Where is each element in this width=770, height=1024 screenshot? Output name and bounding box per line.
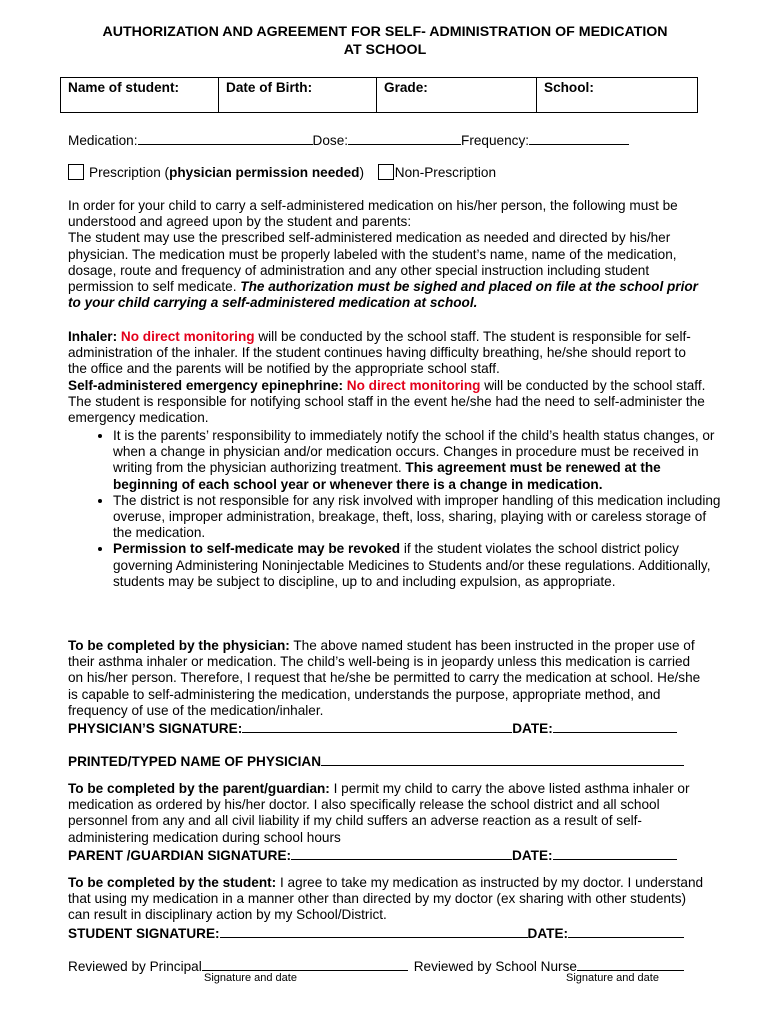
parent-section-label: To be completed by the parent/guardian: <box>68 781 330 796</box>
prescription-label: Prescription ( <box>89 165 170 180</box>
bullet-district-liability <box>113 493 723 542</box>
nurse-review-field[interactable] <box>577 957 684 971</box>
medication-field[interactable] <box>138 131 313 145</box>
dose-field[interactable] <box>348 131 461 145</box>
school-label: School: <box>544 80 594 95</box>
medication-line <box>68 131 629 149</box>
nurse-signature-caption: Signature and date <box>566 972 659 984</box>
student-info-table <box>60 77 698 113</box>
bullet-1-text: It is the parents’ responsibility to immediately notify the school if the child’s health status changes, or when a change in physician and/or medication occurs. Changes in procedure must be received in writing from the physician authorizing treatment. <box>113 428 715 476</box>
parent-signature-row <box>68 846 677 863</box>
prescription-label-end: ) <box>359 165 364 180</box>
physician-printed-name-field[interactable] <box>321 752 684 766</box>
bullet-1-bold: This agreement must be renewed at the beginning of each school year or whenever there is a change in medication. <box>113 460 661 492</box>
non-prescription-label: Non-Prescription <box>394 165 497 180</box>
epinephrine-paragraph <box>68 378 708 427</box>
physician-signature-label: PHYSICIAN’S SIGNATURE: <box>68 721 243 736</box>
intro-paragraph-1: In order for your child to carry a self-administered medication on his/her person, the following must be understood and agreed upon by the student and parents: <box>68 198 678 230</box>
principal-review-field[interactable] <box>202 957 408 971</box>
inhaler-paragraph <box>68 329 708 378</box>
inhaler-no-monitoring: No direct monitoring <box>120 329 255 344</box>
physician-signature-row <box>68 719 677 736</box>
inhaler-section <box>68 329 708 426</box>
prescription-note: physician permission needed <box>169 165 360 180</box>
parent-signature-label: PARENT /GUARDIAN SIGNATURE: <box>68 848 292 863</box>
grade-label: Grade: <box>384 80 428 95</box>
non-prescription-checkbox[interactable] <box>378 164 394 180</box>
grade-cell[interactable] <box>377 78 537 113</box>
physician-printed-name-row <box>68 752 684 769</box>
bullet-2-text: The district is not responsible for any risk involved with improper handling of this medication including overuse, improper administration, breakage, theft, loss, sharing, playing with or careless storage of the medication. <box>113 492 721 541</box>
parent-section <box>68 781 708 846</box>
bullet-3-bold: Permission to self-medicate may be revoked <box>113 541 401 557</box>
bullet-permission-revoked <box>113 541 723 590</box>
dose-label: Dose: <box>312 133 349 148</box>
form-title-line2: AT SCHOOL <box>343 42 427 58</box>
student-section-text: I agree to take my medication as instructed by my doctor. I understand that using my medication in a manner other than directed by my doctor (ex sharing with other students) can result in disciplinary action by my School/District. <box>68 875 704 923</box>
epinephrine-no-monitoring: No direct monitoring <box>346 377 481 393</box>
medication-type-row <box>68 164 496 181</box>
medication-label: Medication: <box>68 133 138 148</box>
inhaler-label: Inhaler: <box>68 329 118 344</box>
physician-section <box>68 638 708 719</box>
dob-label: Date of Birth: <box>226 80 313 95</box>
student-name-label: Name of student: <box>68 80 180 95</box>
physician-section-label: To be completed by the physician: <box>68 638 290 653</box>
parent-date-label: DATE: <box>512 848 553 863</box>
school-cell[interactable] <box>537 78 698 113</box>
frequency-label: Frequency: <box>461 133 530 148</box>
student-date-field[interactable] <box>568 924 684 938</box>
bullet-3-text: if the student violates the school district policy governing Administering Noninjectable Medicines to Students and/or these regulations. Additionally, students may be subject to discipline, up to and including expulsion, as appropriate. <box>113 541 711 589</box>
physician-date-label: DATE: <box>512 721 553 736</box>
intro-paragraph-2 <box>68 230 708 311</box>
student-signature-label: STUDENT SIGNATURE: <box>68 926 220 941</box>
principal-signature-caption: Signature and date <box>204 972 297 984</box>
student-name-cell[interactable] <box>61 78 219 113</box>
physician-printed-name-label: PRINTED/TYPED NAME OF PHYSICIAN <box>68 754 322 769</box>
student-section-label: To be completed by the student: <box>68 875 277 890</box>
physician-date-field[interactable] <box>553 719 677 733</box>
epinephrine-text: will be conducted by the school staff. The student is responsible for notifying school staff in the event he/she had the need to self-administer the emergency medication. <box>68 377 706 426</box>
dob-cell[interactable] <box>219 78 377 113</box>
epinephrine-label: Self-administered emergency epinephrine: <box>68 377 343 393</box>
parent-section-text: I permit my child to carry the above listed asthma inhaler or medication as ordered by his/her doctor. I also specifically release the school district and all school personnel from any and all civil liability if my child suffers an adverse reaction as a result of self-administering medication during school hours <box>68 781 690 845</box>
physician-signature-field[interactable] <box>242 719 512 733</box>
intro-authorization-note: The authorization must be sighed and placed on file at the school prior to your child carrying a self-administered medication at school. <box>68 279 698 311</box>
intro-section <box>68 198 708 311</box>
student-signature-field[interactable] <box>220 924 528 938</box>
student-section <box>68 875 708 924</box>
intro-paragraph-2-text: The student may use the prescribed self-administered medication as needed and directed by his/her physician. The medication must be properly labeled with the student’s name, name of the medication, dosage, route and frequency of administration and any other special instruction including student permission to self medicate. <box>68 230 677 295</box>
frequency-field[interactable] <box>529 131 629 145</box>
student-signature-row <box>68 924 684 941</box>
principal-review-label: Reviewed by Principal <box>68 959 202 974</box>
parent-date-field[interactable] <box>553 846 677 860</box>
form-title <box>60 23 710 59</box>
form-title-line1: AUTHORIZATION AND AGREEMENT FOR SELF- ADMINISTRATION OF MEDICATION <box>102 24 668 40</box>
nurse-review-label: Reviewed by School Nurse <box>413 959 577 974</box>
policy-bullet-list <box>88 428 723 590</box>
student-date-label: DATE: <box>527 926 569 941</box>
bullet-parent-responsibility <box>113 428 723 493</box>
physician-section-text: The above named student has been instructed in the proper use of their asthma inhaler or medication. The child’s well-being is in jeopardy unless this medication is carried on his/her person. Therefore, I request that he/she be permitted to carry the medication at school. He/she is capable to self-administering the medication, understands the purpose, appropriate method, and frequency of use of the medication/inhaler. <box>68 638 701 718</box>
inhaler-text: will be conducted by the school staff. The student is responsible for self-administration of the inhaler. If the student continues having difficulty breathing, he/she should report to the office and the parents will be notified by the appropriate school staff. <box>68 329 691 377</box>
parent-signature-field[interactable] <box>291 846 512 860</box>
prescription-checkbox[interactable] <box>68 164 84 180</box>
